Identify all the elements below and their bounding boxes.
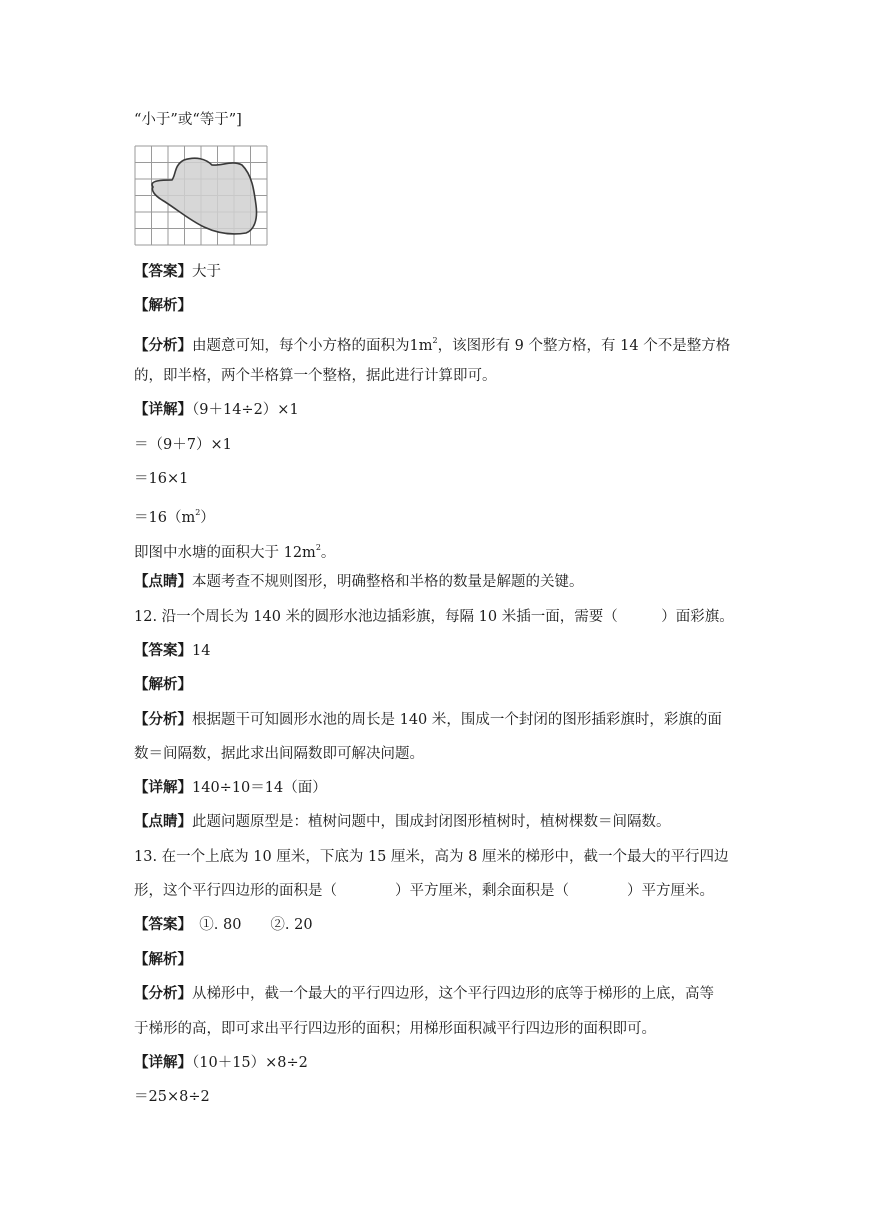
q11-conclusion: 即图中水塘的面积大于 $12m^2$。 [134,543,336,561]
q13-step-2: ＝25×8÷2 [134,1089,210,1105]
q13-detail: 【详解】（10＋15）×8÷2 [134,1054,308,1071]
q13-answer: 【答案】 ①. 80 ②. 20 [134,916,313,933]
q11-step-2: ＝（9＋7）×1 [134,437,232,453]
q11-fenxi-line1: 【分析】由题意可知，每个小方格的面积为$1m^2$，该图形有 9 个整方格，有 14 个不是整方格 [134,336,731,354]
q12-analysis-tag: 【解析】 [134,676,192,693]
q13-fenxi-line1: 【分析】从梯形中，截一个最大的平行四边形，这个平行四边形的底等于梯形的上底，高等 [134,985,714,1002]
question-13-line1: 13. 在一个上底为 10 厘米，下底为 15 厘米，高为 8 厘米的梯形中，截一个最大的平行四边 [134,849,729,865]
question-12: 12. 沿一个周长为 140 米的圆形水池边插彩旗，每隔 10 米插一面，需要（ ）面彩旗。 [134,609,734,625]
q11-detail: 【详解】（9＋14÷2）×1 [134,401,299,418]
q12-answer: 【答案】14 [134,642,211,659]
q12-fenxi-line2: 数＝间隔数，据此求出间隔数即可解决问题。 [134,746,424,762]
q11-fenxi-line2: 的，即半格，两个半格算一个整格，据此进行计算即可。 [134,368,497,384]
q11-analysis-tag: 【解析】 [134,297,192,314]
q12-point: 【点睛】此题问题原型是：植树问题中，围成封闭图形植树时，植树棵数＝间隔数。 [134,813,671,830]
q11-answer: 【答案】大于 [134,263,221,280]
grid-pond-figure [134,145,270,249]
question-13-line2: 形，这个平行四边形的面积是（ ）平方厘米，剩余面积是（ ）平方厘米。 [134,883,714,899]
q13-fenxi-line2: 于梯形的高，即可求出平行四边形的面积；用梯形面积减平行四边形的面积即可。 [134,1021,656,1037]
q11-step-3: ＝16×1 [134,471,189,487]
q11-point: 【点睛】本题考查不规则图形，明确整格和半格的数量是解题的关键。 [134,573,584,590]
q12-fenxi-line1: 【分析】根据题干可知圆形水池的周长是 140 米，围成一个封闭的图形插彩旗时，彩旗的面 [134,711,722,728]
q12-detail: 【详解】140÷10＝14（面） [134,779,327,796]
q13-analysis-tag: 【解析】 [134,951,192,968]
q11-step-4: $=16(m^2)$ [134,508,215,526]
question-11-tail: “小于”或“等于”] [134,112,242,128]
